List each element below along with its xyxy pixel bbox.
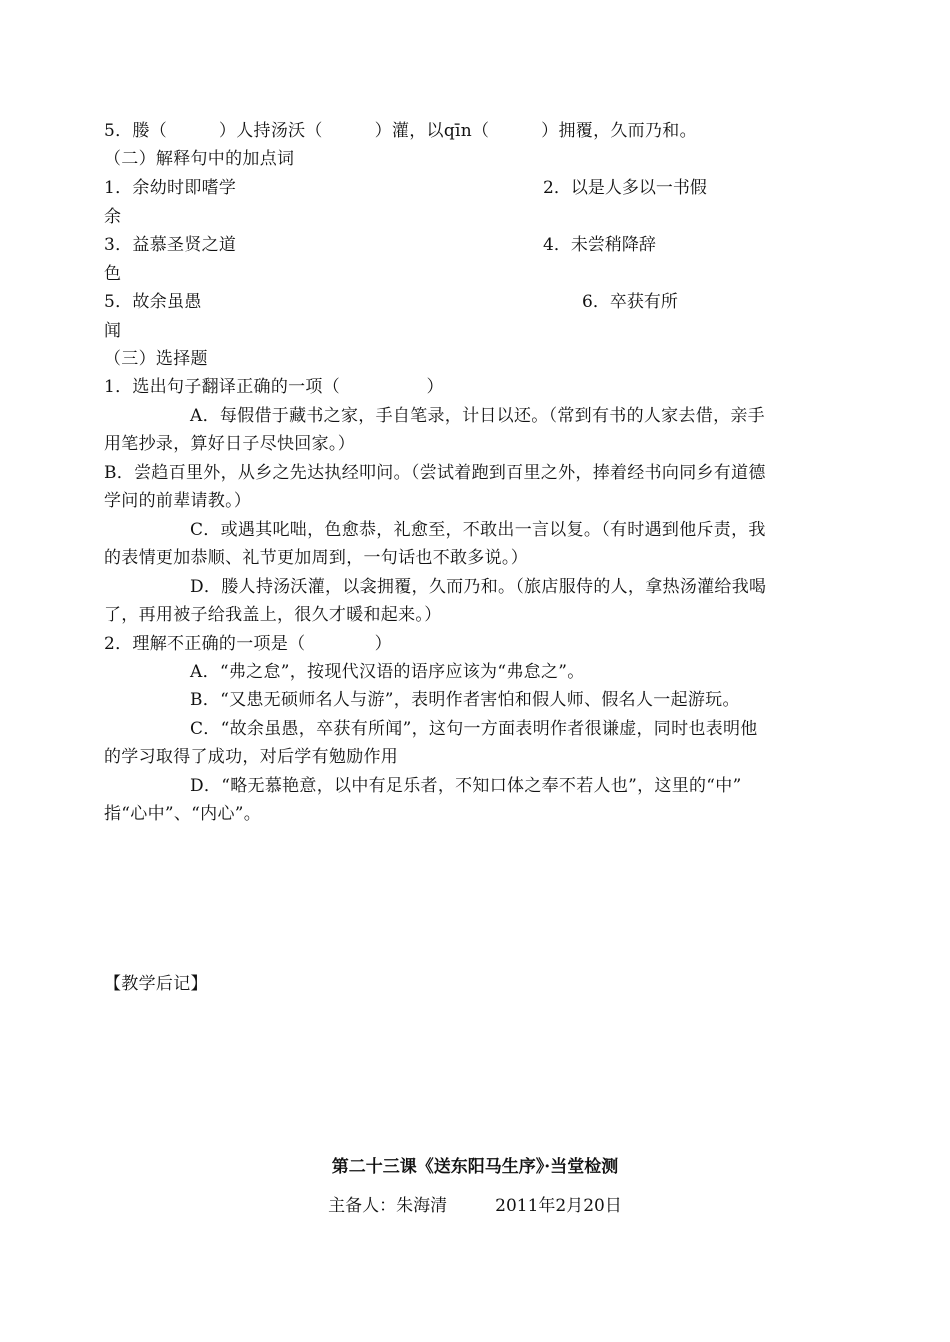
q2-option-c-line2: 的学习取得了成功，对后学有勉励作用 — [104, 747, 399, 767]
q2-option-a: A．“弗之怠”，按现代汉语的语序应该为“弗怠之”。 — [190, 662, 585, 682]
preparer-label: 主备人：朱海清 — [328, 1196, 448, 1216]
preparer-line — [0, 1192, 950, 1220]
postscript-heading: 【教学后记】 — [104, 974, 208, 994]
sec2-item-2: 2．以是人多以一书假 — [543, 178, 707, 198]
q1-option-a-line2: 用笔抄录，算好日子尽快回家。） — [104, 434, 355, 454]
sec2-item-1: 1．余幼时即嗜学 — [104, 178, 237, 198]
sec2-item-4-wrap: 色 — [104, 264, 122, 284]
q1-option-d-line2: 了，再用被子给我盖上，很久才暖和起来。） — [104, 605, 442, 625]
q1-option-b-line2: 学问的前辈请教。） — [104, 491, 252, 511]
q1-option-d-line1: D．媵人持汤沃灌，以衾拥覆，久而乃和。（旅店服侍的人，拿热汤灌给我喝 — [190, 577, 767, 597]
q1-option-b-line1: B．尝趋百里外，从乡之先达执经叩问。（尝试着跑到百里之外，捧着经书向同乡有道德 — [104, 463, 766, 483]
sec2-item-6-wrap: 闻 — [104, 321, 122, 341]
choice-question-1: 1．选出句子翻译正确的一项（ ） — [104, 377, 444, 397]
q2-option-b: B．“又患无硕师名人与游”，表明作者害怕和假人师、假名人一起游玩。 — [190, 690, 740, 710]
fill-question-5: 5．媵（ ）人持汤沃（ ）灌，以qīn（ ）拥覆，久而乃和。 — [104, 121, 697, 141]
section-2-heading: （二）解释句中的加点词 — [104, 149, 295, 169]
q2-option-c-line1: C．“故余虽愚，卒获有所闻”，这句一方面表明作者很谦虚，同时也表明他 — [190, 719, 758, 739]
sec2-item-2-wrap: 余 — [104, 207, 122, 227]
lesson-title: 第二十三课《送东阳马生序》·当堂检测 — [331, 1157, 619, 1177]
choice-question-2: 2．理解不正确的一项是（ ） — [104, 634, 392, 654]
sec2-item-4: 4．未尝稍降辞 — [543, 235, 656, 255]
q1-option-c-line2: 的表情更加恭顺、礼节更加周到，一句话也不敢多说。） — [104, 548, 528, 568]
q1-option-c-line1: C．或遇其叱咄，色愈恭，礼愈至，不敢出一言以复。（有时遇到他斥责，我 — [190, 520, 766, 540]
q1-option-a-line1: A．每假借于藏书之家，手自笔录，计日以还。（常到有书的人家去借，亲手 — [190, 406, 765, 426]
q2-option-d-line1: D．“略无慕艳意，以中有足乐者，不知口体之奉不若人也”，这里的“中” — [190, 776, 742, 796]
prepared-date: 2011年2月20日 — [495, 1196, 622, 1216]
sec2-item-5: 5．故余虽愚 — [104, 292, 202, 312]
sec2-item-3: 3．益慕圣贤之道 — [104, 235, 237, 255]
section-3-heading: （三）选择题 — [104, 349, 208, 369]
q2-option-d-line2: 指“心中”、“内心”。 — [104, 804, 262, 824]
sec2-item-6: 6．卒获有所 — [582, 292, 678, 312]
